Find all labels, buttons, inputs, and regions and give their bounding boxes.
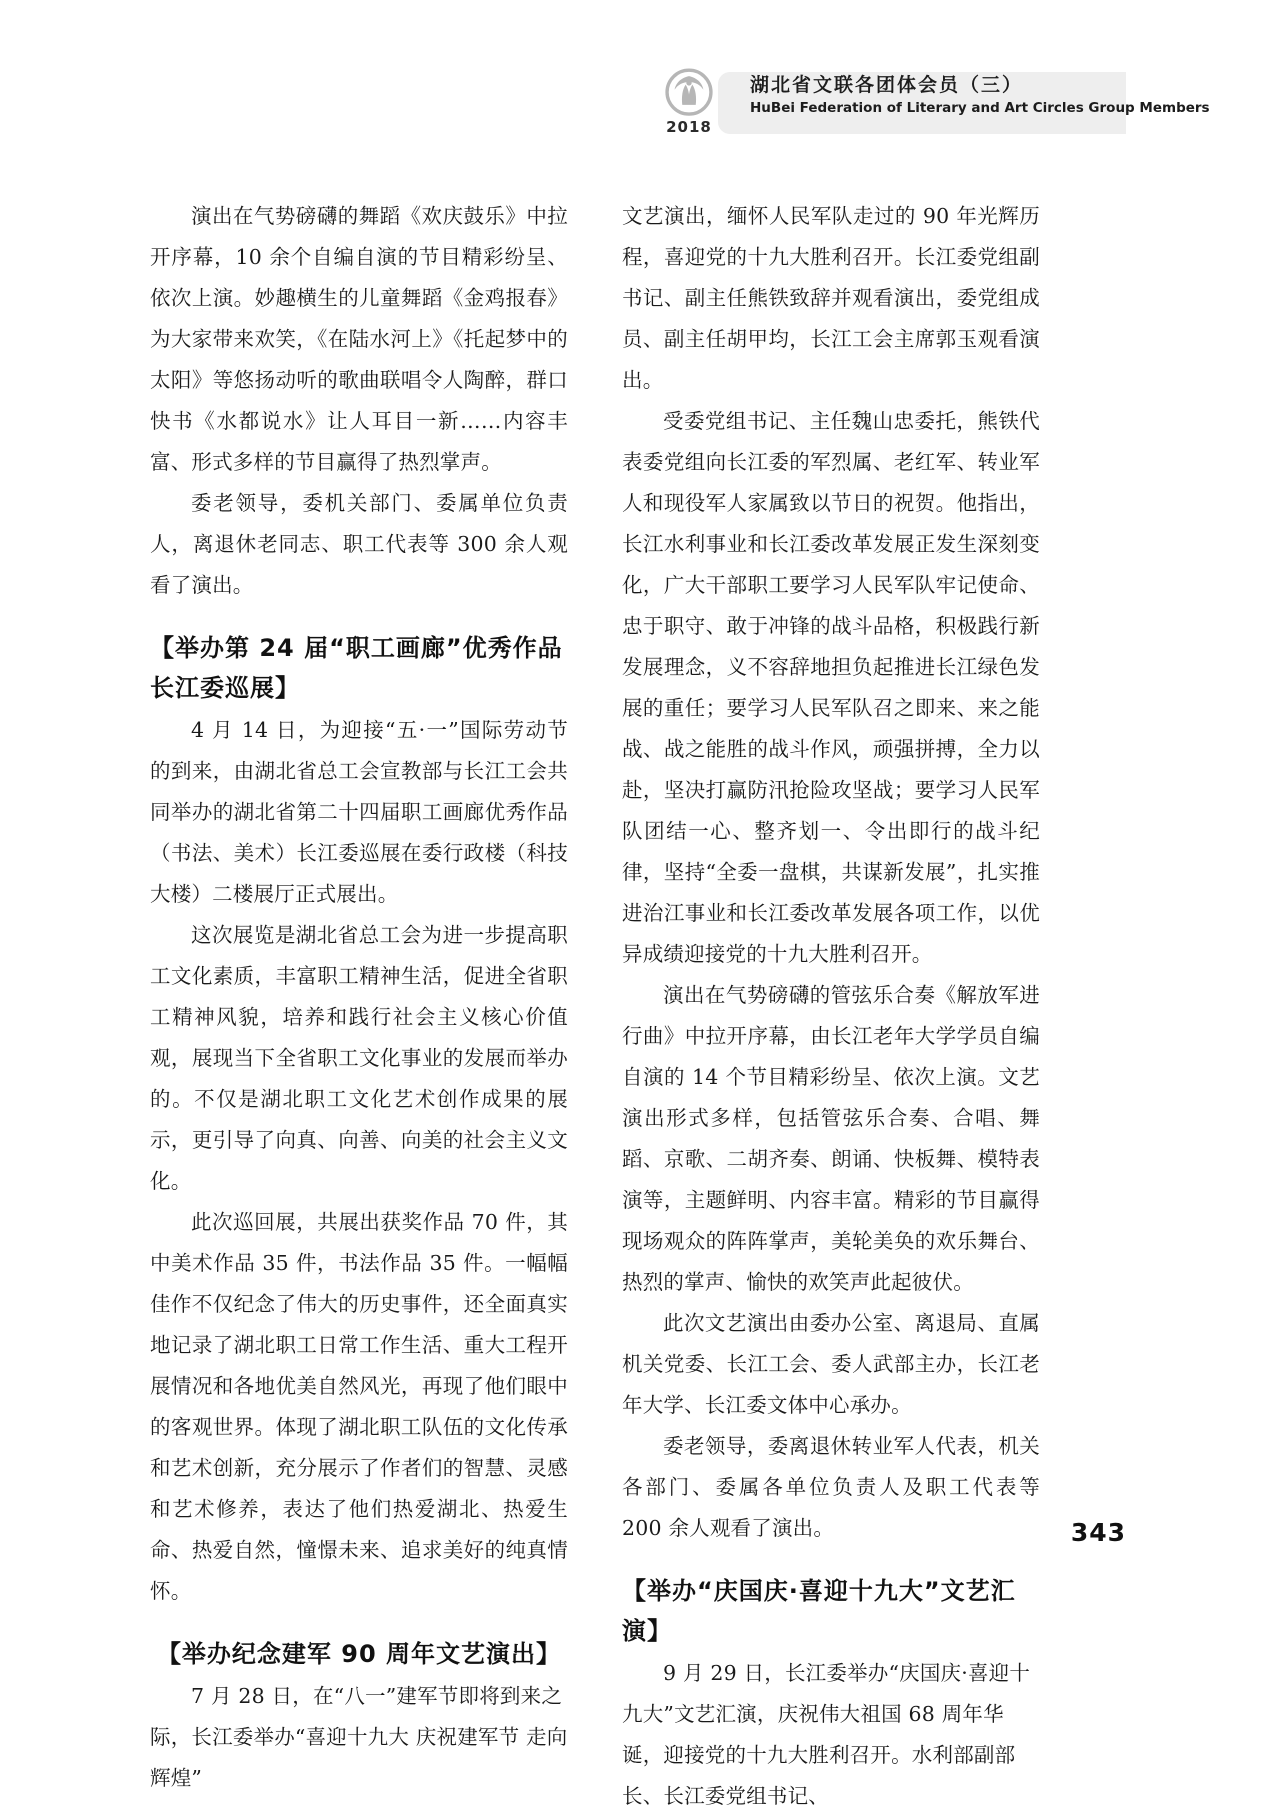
paragraph-exhibition-purpose: 这次展览是湖北省总工会为进一步提高职工文化素质，丰富职工精神生活，促进全省职工精神风貌，培养和践行社会主义核心价值观，展现当下全省职工文化事业的发展而举办的。不仅是湖北职工文化艺术创作成果的展示，更引导了向真、向善、向美的社会主义文化。: [150, 923, 568, 1193]
header-title-english: HuBei Federation of Literary and Art Circles Group Members: [750, 99, 1210, 116]
heading-national-day-performance: 【举办“庆国庆·喜迎十九大”文艺汇演】: [622, 1577, 1016, 1645]
column-left: [150, 196, 568, 1799]
header-title-chinese: 湖北省文联各团体会员（三）: [750, 74, 1024, 96]
paragraph-performance-attendance: 委老领导，委离退休转业军人代表，机关各部门、委属各单位负责人及职工代表等 200 余人观看了演出。: [622, 1434, 1040, 1540]
hubei-federation-emblem-icon: [662, 66, 716, 120]
paragraph-army-performance-intro: 7 月 28 日，在“八一”建军节即将到来之际，长江委举办“喜迎十九大 庆祝建军节 走向辉煌”: [150, 1684, 568, 1790]
paragraph-audience-count: 委老领导，委机关部门、委属单位负责人，离退休老同志、职工代表等 300 余人观看了演出。: [150, 491, 568, 597]
heading-worker-gallery-exhibition: 【举办第 24 届“职工画廊”优秀作品长江委巡展】: [150, 634, 563, 702]
paragraph-exhibition-opening: 4 月 14 日，为迎接“五·一”国际劳动节的到来，由湖北省总工会宣教部与长江工会共同举办的湖北省第二十四届职工画廊优秀作品（书法、美术）长江委巡展在委行政楼（科技大楼）二楼展厅正式展出。: [150, 718, 568, 906]
paragraph-performance-opening: 演出在气势磅礴的舞蹈《欢庆鼓乐》中拉开序幕，10 余个自编自演的节目精彩纷呈、依次上演。妙趣横生的儿童舞蹈《金鸡报春》为大家带来欢笑，《在陆水河上》《托起梦中的太阳》等悠扬动听的歌曲联唱令人陶醉，群口快书《水都说水》让人耳目一新……内容丰富、形式多样的节目赢得了热烈掌声。: [150, 204, 568, 474]
column-right: [622, 196, 1040, 1817]
paragraph-army-performance-leaders: 文艺演出，缅怀人民军队走过的 90 年光辉历程，喜迎党的十九大胜利召开。长江委党组副书记、副主任熊铁致辞并观看演出，委党组成员、副主任胡甲均，长江工会主席郭玉观看演出。: [622, 204, 1040, 392]
paragraph-national-day-intro: 9 月 29 日，长江委举办“庆国庆·喜迎十九大”文艺汇演，庆祝伟大祖国 68 周年华诞，迎接党的十九大胜利召开。水利部副部长、长江委党组书记、: [622, 1661, 1031, 1808]
heading-army-90th-anniversary-performance: 【举办纪念建军 90 周年文艺演出】: [156, 1640, 562, 1668]
paragraph-performance-programs: 演出在气势磅礴的管弦乐合奏《解放军进行曲》中拉开序幕，由长江老年大学学员自编自演的 14 个节目精彩纷呈、依次上演。文艺演出形式多样，包括管弦乐合奏、合唱、舞蹈、京歌、二胡齐奏、朗诵、快板舞、模特表演等，主题鲜明、内容丰富。精彩的节目赢得现场观众的阵阵掌声，美轮美奂的欢乐舞台、热烈的掌声、愉快的欢笑声此起彼伏。: [622, 983, 1040, 1294]
page-number: 343: [1070, 1518, 1126, 1547]
header-logo-year: 2018: [666, 118, 712, 136]
header-text: [750, 74, 1210, 117]
paragraph-xiongtie-speech: 受委党组书记、主任魏山忠委托，熊铁代表委党组向长江委的军烈属、老红军、转业军人和现役军人家属致以节日的祝贺。他指出，长江水利事业和长江委改革发展正发生深刻变化，广大干部职工要学习人民军队牢记使命、忠于职守、敢于冲锋的战斗品格，积极践行新发展理念，义不容辞地担负起推进长江绿色发展的重任；要学习人民军队召之即来、来之能战、战之能胜的战斗作风，顽强拼搏，全力以赴，坚决打赢防汛抢险攻坚战；要学习人民军队团结一心、整齐划一、令出即行的战斗纪律，坚持“全委一盘棋，共谋新发展”，扎实推进治江事业和长江委改革发展各项工作，以优异成绩迎接党的十九大胜利召开。: [622, 409, 1040, 966]
header-logo: [658, 66, 720, 144]
paragraph-performance-organizers: 此次文艺演出由委办公室、离退局、直属机关党委、长江工会、委人武部主办，长江老年大学、长江委文体中心承办。: [622, 1311, 1040, 1417]
paragraph-exhibition-works: 此次巡回展，共展出获奖作品 70 件，其中美术作品 35 件，书法作品 35 件。一幅幅佳作不仅纪念了伟大的历史事件，还全面真实地记录了湖北职工日常工作生活、重大工程开展情况和各地优美自然风光，再现了他们眼中的客观世界。体现了湖北职工队伍的文化传承和艺术创新，充分展示了作者们的智慧、灵感和艺术修养，表达了他们热爱湖北、热爱生命、热爱自然，憧憬未来、追求美好的纯真情怀。: [150, 1210, 568, 1603]
page-header: [630, 66, 1210, 144]
